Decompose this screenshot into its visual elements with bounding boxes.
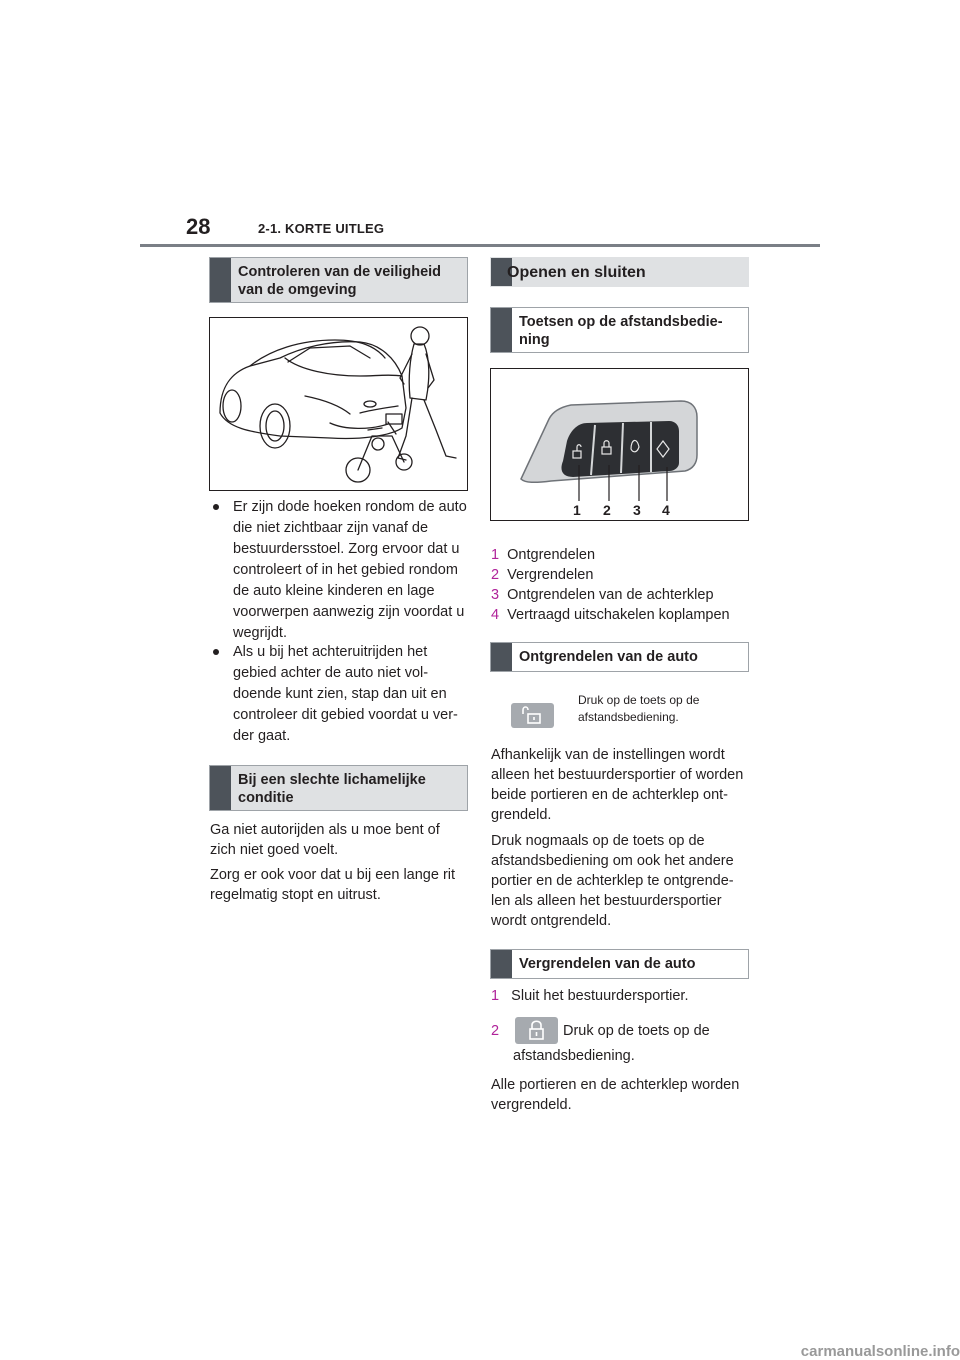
text-line: der gaat. [233,728,291,744]
para-unlock-settings [491,745,743,825]
text-line: gebied achter de auto niet vol- [233,665,429,681]
text-line: Afhankelijk van de instellingen wordt [491,747,725,763]
heading-open-close: Openen en sluiten [507,264,646,281]
illustration-car-child [209,317,468,491]
key-fob-drawing [491,369,748,520]
heading-box-unlock [490,642,749,672]
legend-number: 2 [491,567,500,583]
text-line: bestuurdersstoel. Zorg ervoor dat u [233,541,460,557]
legend-label: Ontgrendelen van de achterklep [507,587,714,603]
legend-label: Vergrendelen [507,567,594,583]
text-line: grendeld. [491,807,552,823]
text-line: wordt ontgrendeld. [491,913,612,929]
lock-step-1 [491,987,689,1006]
watermark: carmanualsonline.info [800,1343,960,1360]
text-line: Zorg er ook voor dat u bij een lange rit [210,867,456,883]
bullet-dot [213,649,219,655]
key-number-2: 2 [603,502,611,518]
text-line: regelmatig stopt en uitrust. [210,887,381,903]
text-line: zich niet goed voelt. [210,842,339,858]
step-text: Sluit het bestuurdersportier. [511,988,689,1004]
step-number: 1 [491,988,500,1004]
heading-box-open-close [490,257,749,287]
key-number-4: 4 [662,502,670,518]
text-line: afstandsbediening om ook het andere [491,853,734,869]
text-line: controleer dit gebied voordat u ver- [233,707,458,723]
text-line: beide portieren en de achterklep ont- [491,787,728,803]
lock-step-2-text-cont: afstandsbediening. [513,1048,635,1064]
illustration-key-fob [490,368,749,521]
text-line: Als u bij het achteruitrijden het [233,644,428,660]
heading-condition-line2: conditie [238,790,294,806]
text-line: de auto kleine kinderen en lage [233,583,435,599]
section-title: 2-1. KORTE UITLEG [258,221,385,236]
heading-keys-line2: ning [519,332,550,348]
heading-condition-line1: Bij een slechte lichamelijke [238,772,426,788]
text-line: voorwerpen aanwezig zijn voordat u [233,604,465,620]
step-number: 2 [491,1023,500,1039]
lock-icon [515,1017,558,1044]
legend-item [491,585,730,605]
text-line: afstandsbediening. [578,710,679,724]
text-line: Er zijn dode hoeken rondom de auto [233,499,467,515]
heading-safety-line2: van de omgeving [238,282,357,298]
legend-label: Ontgrendelen [507,547,596,563]
heading-lock: Vergrendelen van de auto [519,956,696,972]
legend-item [491,565,730,585]
legend-item [491,605,730,625]
heading-safety-line1: Controleren van de veiligheid [238,264,442,280]
text-line: len als alleen het bestuurdersportier [491,893,722,909]
unlock-hint [578,692,699,726]
legend-item [491,545,730,565]
para-long-trip [210,865,455,905]
heading-box-safety [209,257,468,303]
lock-step-2-number [491,1022,499,1041]
text-line: Druk nogmaals op de toets op de [491,833,705,849]
text-line: wegrijdt. [233,625,287,641]
text-line: Druk op de toets op de [578,693,700,707]
heading-keys-line1: Toetsen op de afstandsbedie- [519,314,723,330]
text-line: Ga niet autorijden als u moe bent of [210,822,440,838]
legend-number: 4 [491,607,500,623]
legend-number: 3 [491,587,500,603]
unlock-icon [511,703,554,728]
bullet-dot [213,504,219,510]
lock-button-icon [515,1017,558,1044]
page-number: 28 [186,214,211,239]
car-child-drawing [210,318,467,490]
legend-number: 1 [491,547,500,563]
para-tired [210,820,440,860]
text-line: Alle portieren en de achterklep worden [491,1077,740,1093]
text-line: controleert of in het gebied rondom [233,562,458,578]
lock-step-2-text: Druk op de toets op de [563,1023,710,1039]
legend-label: Vertraagd uitschakelen koplampen [507,607,730,623]
para-unlock-again [491,831,734,931]
unlock-button-icon [511,703,554,728]
key-number-1: 1 [573,502,581,518]
text-line: die niet zichtbaar zijn vanaf de [233,520,429,536]
heading-box-condition [209,765,468,811]
key-legend [491,545,730,625]
heading-unlock: Ontgrendelen van de auto [519,649,698,665]
text-line: doende kunt zien, stap dan uit en [233,686,447,702]
text-line: vergrendeld. [491,1097,572,1113]
para-all-locked [491,1075,739,1115]
text-line: portier en de achterklep te ontgrende- [491,873,734,889]
key-number-3: 3 [633,502,641,518]
header-rule [140,244,820,247]
heading-box-lock [490,949,749,979]
heading-box-keys [490,307,749,353]
text-line: alleen het bestuurdersportier of worden [491,767,744,783]
